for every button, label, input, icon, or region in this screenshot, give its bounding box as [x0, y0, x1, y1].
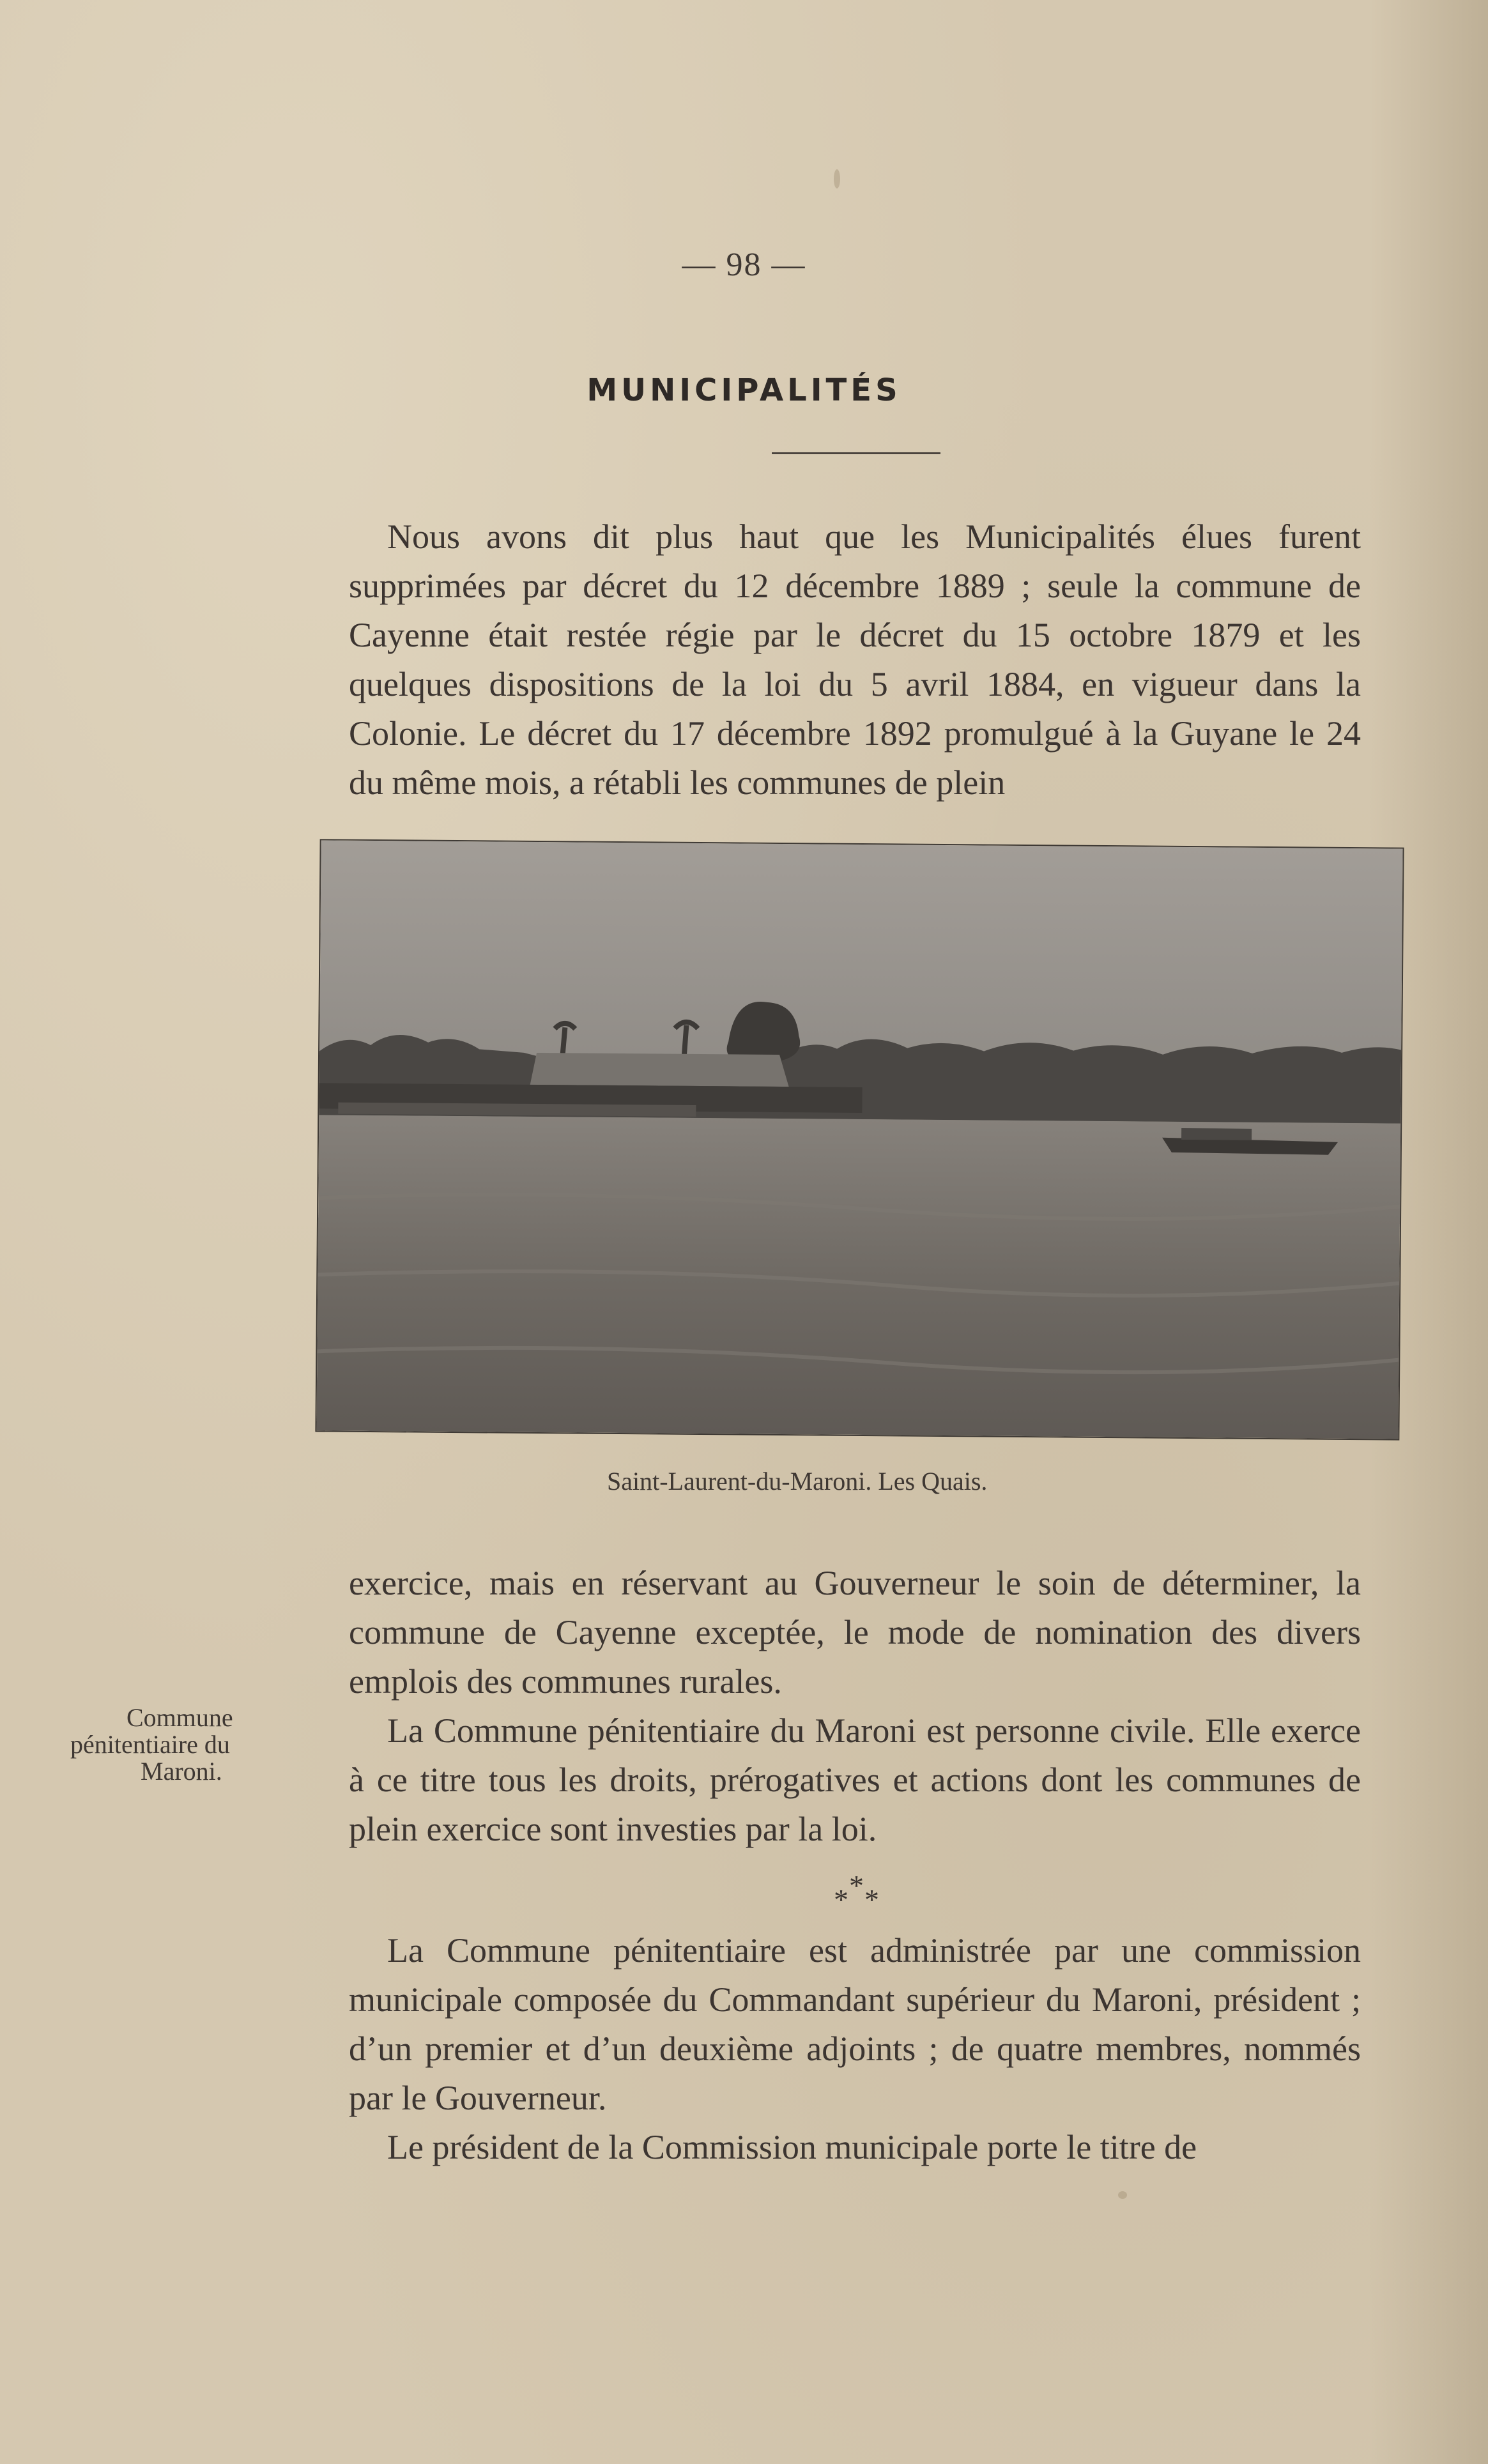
margin-note	[70, 1704, 326, 1785]
text-block-intro	[349, 512, 1361, 807]
asterism-star-right: *	[864, 1883, 879, 1916]
margin-note-line-1: Commune	[127, 1703, 233, 1732]
asterism-star-left: *	[834, 1883, 848, 1916]
photo-shed-roof	[530, 1053, 789, 1087]
paragraph-maroni: La Commune pénitentiaire du Maroni est personne civile. Elle exerce à ce titre tous les droits, prérogatives et actions dont les communes de plein exercice sont investies par la loi.	[349, 1711, 1361, 1848]
photo-caption: Saint-Laurent-du-Maroni. Les Quais.	[607, 1467, 988, 1496]
text-block-commission	[349, 1926, 1361, 2172]
page-number: — 98 —	[682, 247, 806, 283]
quay-photo-image	[316, 840, 1402, 1439]
photo-boat-cabin	[1181, 1128, 1252, 1140]
paper-spot	[834, 169, 840, 188]
margin-note-line-2: pénitentiaire du	[70, 1730, 230, 1759]
margin-note-line-3: Maroni.	[141, 1757, 222, 1786]
section-title: MUNICIPALITÉS	[587, 372, 901, 408]
photograph	[315, 839, 1404, 1440]
text-block-continuation	[349, 1559, 1361, 1854]
paragraph-commission: La Commune pénitentiaire est administrée par une commission municipale composée du Commandant supérieur du Maroni, président ; d’un premier et d’un deuxième adjoints ; de quatre membres, nommés par le Gouverneur.	[349, 1931, 1361, 2117]
asterism-star-top: *	[849, 1869, 864, 1902]
paragraph-intro: Nous avons dit plus haut que les Municipalités élues furent supprimées par décret du 12 décembre 1889 ; seule la commune de Cayenne était restée régie par le décret du 15 octobre 1879 et les quelques dispositions de la loi du 5 avril 1884, en vigueur dans la Colonie. Le décret du 17 décembre 1892 promulgué à la Guyane le 24 du même mois, a rétabli les communes de plein	[349, 517, 1361, 802]
asterism	[834, 1869, 885, 1920]
paragraph-continuation: exercice, mais en réservant au Gouverneur le soin de déterminer, la commune de Cayenne exceptée, le mode de nomination des divers emplois des communes rurales.	[349, 1564, 1361, 1701]
title-rule	[772, 452, 940, 454]
paragraph-president: Le président de la Commission municipale porte le titre de	[387, 2128, 1197, 2166]
photo-water	[316, 1115, 1400, 1439]
paper-spot	[1118, 2191, 1127, 2199]
